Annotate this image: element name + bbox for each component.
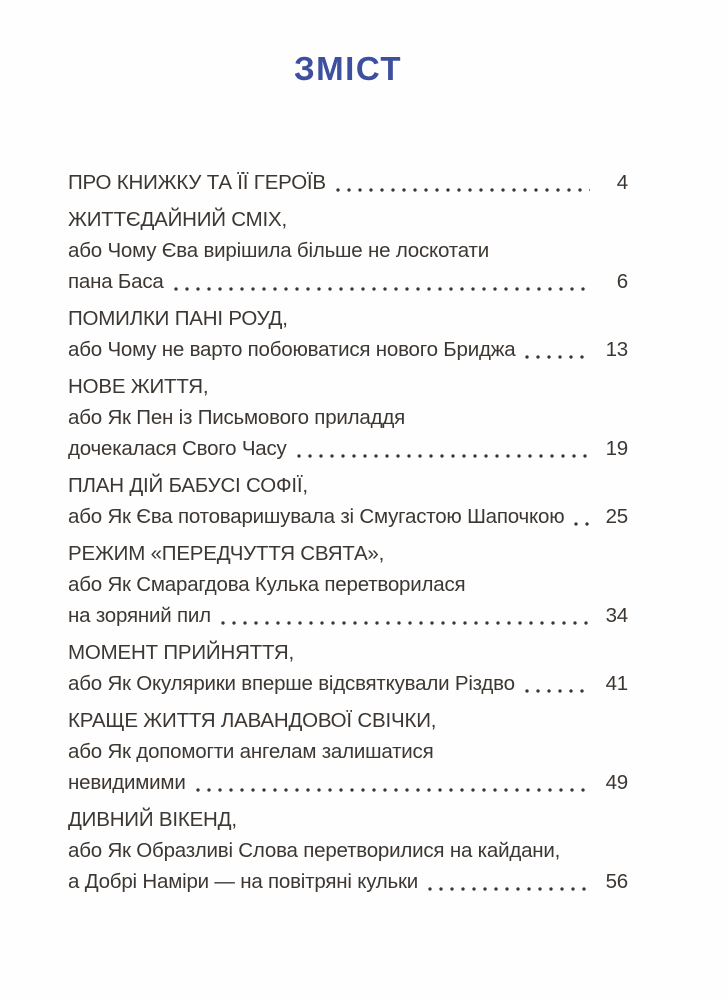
- toc-line: [68, 303, 628, 334]
- toc-line: [68, 235, 628, 266]
- toc-line: [68, 204, 628, 235]
- toc-line-text: або Як Пен із Письмового приладдя: [68, 406, 406, 429]
- toc-line: [68, 266, 628, 297]
- dot-leader: [221, 621, 590, 625]
- toc-line: [68, 501, 628, 532]
- dot-leader: [336, 188, 590, 192]
- dot-leader: [297, 454, 590, 458]
- dot-leader: [525, 689, 590, 693]
- toc-page-number: 49: [605, 771, 628, 794]
- toc-line: [68, 600, 628, 631]
- toc-page-number: 13: [605, 338, 628, 361]
- toc-line: [68, 835, 628, 866]
- toc-line-text: або Як Єва потоваришувала зі Смугастою Шапочкою: [68, 505, 565, 528]
- toc-line: [68, 804, 628, 835]
- toc-line: [68, 767, 628, 798]
- toc-line-text: на зоряний пил: [68, 604, 211, 627]
- toc-line: [68, 470, 628, 501]
- dot-leader: [196, 788, 590, 792]
- toc-line-text: КРАЩЕ ЖИТТЯ ЛАВАНДОВОЇ СВІЧКИ,: [68, 709, 437, 732]
- toc-list: [68, 167, 628, 897]
- toc-line-text: РЕЖИМ «ПЕРЕДЧУТТЯ СВЯТА»,: [68, 542, 385, 565]
- dot-leader: [525, 355, 590, 359]
- toc-line-text: ПОМИЛКИ ПАНІ РОУД,: [68, 307, 288, 330]
- toc-line: [68, 736, 628, 767]
- page-title: ЗМІСТ: [294, 50, 402, 87]
- toc-page-number: 56: [605, 870, 628, 893]
- toc-line: [68, 371, 628, 402]
- toc-line: [68, 402, 628, 433]
- toc-line-text: ПРО КНИЖКУ ТА ЇЇ ГЕРОЇВ: [68, 171, 326, 194]
- toc-line: [68, 569, 628, 600]
- toc-page-number: 6: [616, 270, 628, 293]
- toc-line-text: або Чому Єва вирішила більше не лоскотати: [68, 239, 489, 262]
- dot-leader: [174, 287, 590, 291]
- toc-page-number: 41: [605, 672, 628, 695]
- toc-line-text: дочекалася Свого Часу: [68, 437, 287, 460]
- toc-line-text: МОМЕНТ ПРИЙНЯТТЯ,: [68, 641, 294, 664]
- toc-line-text: або Як Смарагдова Кулька перетворилася: [68, 573, 466, 596]
- toc-line-text: ПЛАН ДІЙ БАБУСІ СОФІЇ,: [68, 474, 308, 497]
- toc-line-text: невидимими: [68, 771, 186, 794]
- toc-line: [68, 637, 628, 668]
- toc-line-text: або Як Образливі Слова перетворилися на кайдани,: [68, 839, 561, 862]
- toc-page-number: 34: [605, 604, 628, 627]
- toc-line: [68, 866, 628, 897]
- toc-line-text: ЖИТТЄДАЙНИЙ СМІХ,: [68, 208, 288, 231]
- toc-line: [68, 538, 628, 569]
- toc-line-text: або Як Окулярики вперше відсвяткували Різдво: [68, 672, 515, 695]
- toc-page-number: 4: [616, 171, 628, 194]
- toc-line-text: або Чому не варто побоюватися нового Бриджа: [68, 338, 516, 361]
- dot-leader: [428, 887, 590, 891]
- toc-line: [68, 334, 628, 365]
- toc-line: [68, 705, 628, 736]
- toc-line-text: або Як допомогти ангелам залишатися: [68, 740, 434, 763]
- toc-line-text: НОВЕ ЖИТТЯ,: [68, 375, 209, 398]
- toc-line: [68, 433, 628, 464]
- toc-page-number: 25: [605, 505, 628, 528]
- toc-page-number: 19: [605, 437, 628, 460]
- toc-line-text: а Добрі Наміри — на повітряні кульки: [68, 870, 419, 893]
- toc-line: [68, 167, 628, 198]
- toc-line: [68, 668, 628, 699]
- toc-line-text: ДИВНИЙ ВІКЕНД,: [68, 808, 237, 831]
- toc-line-text: пана Баса: [68, 270, 164, 293]
- dot-leader: [574, 522, 590, 526]
